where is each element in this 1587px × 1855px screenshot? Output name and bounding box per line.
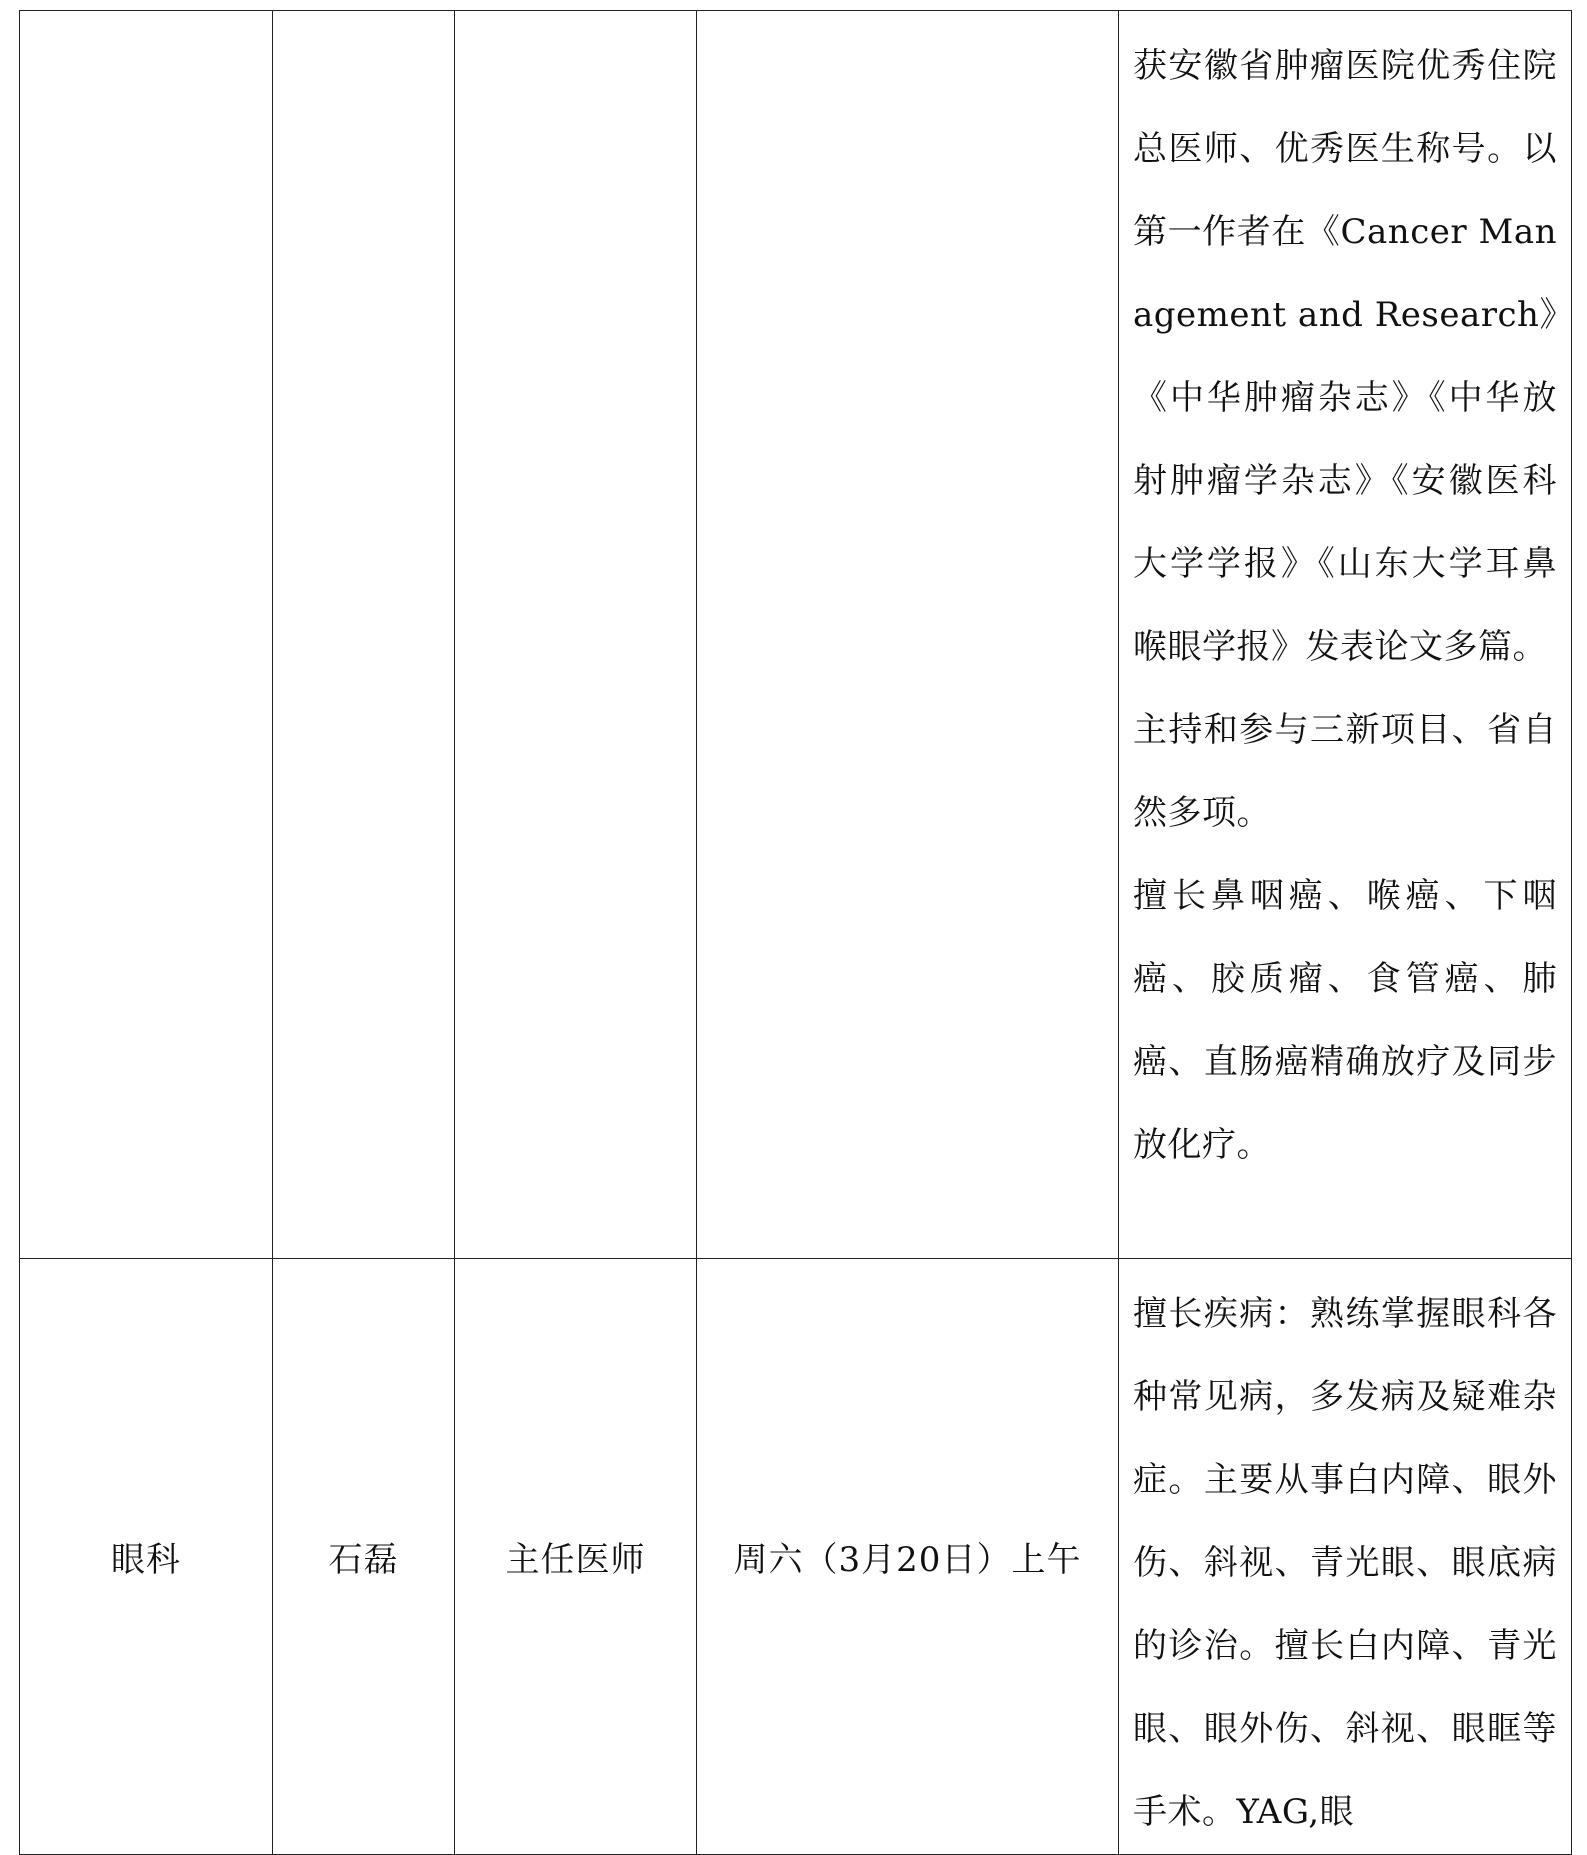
department-cell [20,1259,273,1855]
description-paragraph: 获安徽省肿瘤医院优秀住院总医师、优秀医生称号。以第一作者在《Cancer Management and Research》《中华肿瘤杂志》《中华放射肿瘤学杂志》《安徽医科大学学报》《山东大学耳鼻喉眼学报》发表论文多篇。 [1133,46,1557,667]
description-paragraph: 擅长疾病：熟练掌握眼科各种常见病，多发病及疑难杂症。主要从事白内障、眼外伤、斜视、青光眼、眼底病的诊治。擅长白内障、青光眼、眼外伤、斜视、眼眶等手术。YAG,眼 [1133,1294,1557,1832]
doctor-cell [273,1259,455,1855]
schedule-cell [697,1259,1119,1855]
doctor-schedule-table [19,10,1572,1855]
description-paragraph: 擅长鼻咽癌、喉癌、下咽癌、胶质瘤、食管癌、肺癌、直肠癌精确放疗及同步放化疗。 [1133,876,1557,1165]
doctor-title-text: 主任医师 [505,1540,646,1580]
department-cell [20,11,273,1259]
doctor-name-text: 石磊 [328,1540,399,1580]
table-row [20,1259,1572,1855]
description-paragraph: 主持和参与三新项目、省自然多项。 [1133,710,1557,833]
schedule-cell [697,11,1119,1259]
department-text: 眼科 [111,1540,181,1580]
title-cell [455,11,697,1259]
table-row [20,11,1572,1259]
doctor-cell [273,11,455,1259]
title-cell [455,1259,697,1855]
schedule-text: 周六（3月20日）上午 [733,1540,1082,1580]
description-cell [1119,11,1572,1259]
description-cell [1119,1259,1572,1855]
